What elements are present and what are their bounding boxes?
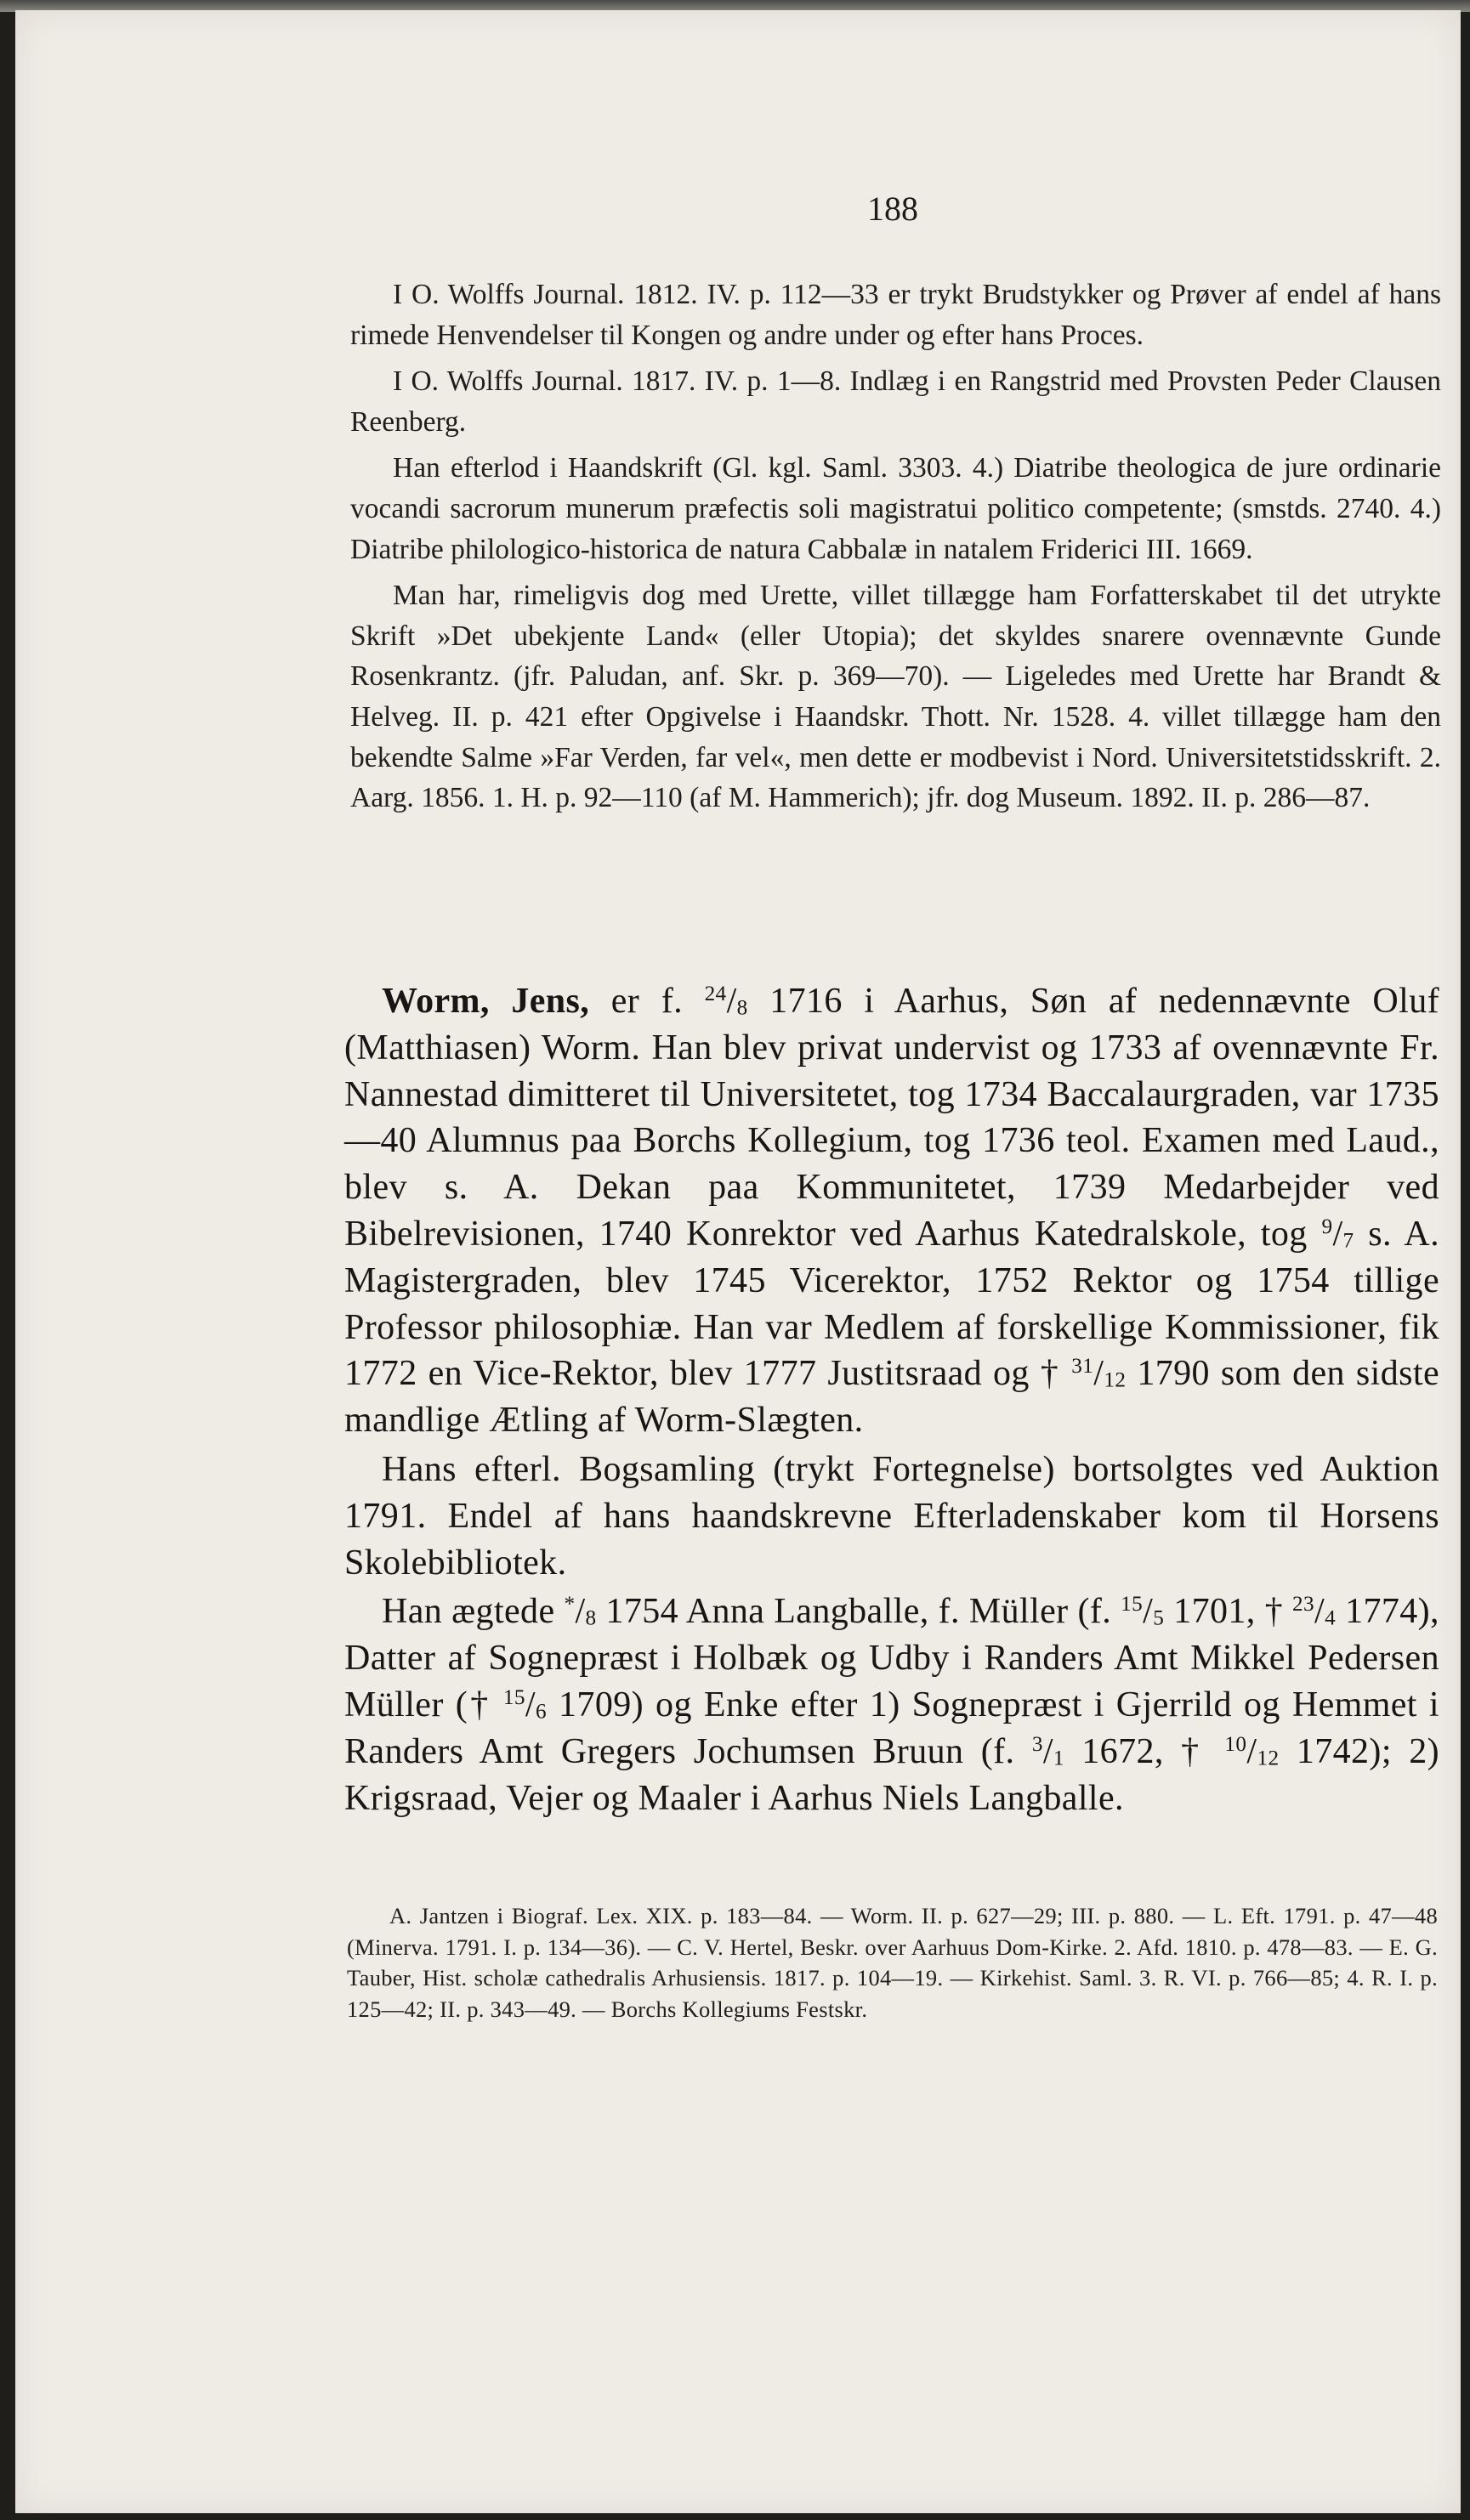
entry-heading: Worm, Jens,	[382, 982, 590, 1021]
entry-paragraph-3: Han ægtede $^*/_8$ 1754 Anna Langballe, f. Müller (f. $^{15}/_5$ 1701, † $^{23}/_4$ 1774), Datter af Sognepræst i Holbæk og Udby i Randers Amt Mikkel Pedersen Müller († $^{15}/_6$ 1709) og Enke efter 1) Sognepræst i Gjerrild og Hemmet i Randers Amt Gregers Jochumsen Bruun (f. $^3/_1$ 1672, † $^{10}/_{12}$ 1742); 2) Krigsraad, Vejer og Maaler i Aarhus Niels Langballe.	[344, 1592, 1440, 1818]
entry-paragraph-2: Hans efterl. Bogsamling (trykt Fortegnelse) bortsolgtes ved Auktion 1791. Endel af hans haandskrevne Efterladenskaber kom til Horsens Skolebibliotek.	[344, 1449, 1439, 1583]
note-paragraph-4: Man har, rimeligvis dog med Urette, villet tillægge ham Forfatterskabet til det utrykte Skrift »Det ubekjente Land« (eller Utopia); det skyldes snarere ovennævnte Gunde Rosenkrantz. (jfr. Paludan, anf. Skr. p. 369—70). — Ligeledes med Urette har Brandt & Helveg. II. p. 421 efter Opgivelse i Haandskr. Thott. Nr. 1528. 4. villet tillægge ham den bekendte Salme »Far Verden, far vel«, men dette er modbevist i Nord. Universitetstidsskrift. 2. Aarg. 1856. 1. H. p. 92—110 (af M. Hammerich); jfr. dog Museum. 1892. II. p. 286—87.	[350, 580, 1441, 814]
note-paragraph-3: Han efterlod i Haandskrift (Gl. kgl. Saml. 3303. 4.) Diatribe theologica de jure ordinarie vocandi sacrorum munerum præfectis soli magistratui politico competente; (smstds. 2740. 4.) Diatribe philologico-historica de natura Cabbalæ in natalem Friderici III. 1669.	[350, 452, 1441, 565]
page-number: 188	[867, 190, 918, 228]
entry-paragraph-1: Worm, Jens, er f. $^{24}/_8$ 1716 i Aarhus, Søn af nedennævnte Oluf (Matthiasen) Worm. Han blev privat undervist og 1733 af ovennævnte Fr. Nannestad dimitteret til Universitetet, tog 1734 Baccalaurgraden, var 1735—40 Alumnus paa Borchs Kollegium, tog 1736 teol. Examen med Laud., blev s. A. Dekan paa Kommunitetet, 1739 Medarbejder ved Bibelrevisionen, 1740 Konrektor ved Aarhus Katedralskole, tog $^9/_7$ s. A. Magistergraden, blev 1745 Vicerektor, 1752 Rektor og 1754 tillige Professor philosophiæ. Han var Medlem af forskellige Kommissioner, fik 1772 en Vice-Rektor, blev 1777 Justitsraad og † $^{31}/_{12}$ 1790 som den sidste mandlige Ætling af Worm-Slægten.	[344, 982, 1440, 1441]
note-paragraph-1: I O. Wolffs Journal. 1812. IV. p. 112—33 er trykt Brudstykker og Prøver af endel af hans rimede Henvendelser til Kongen og andre under og efter hans Proces.	[350, 279, 1441, 351]
references	[347, 1900, 1438, 2025]
note-paragraph-2: I O. Wolffs Journal. 1817. IV. p. 1—8. Indlæg i en Rangstrid med Provsten Peder Clausen Reenberg.	[350, 365, 1441, 438]
biography-entry	[344, 978, 1439, 1821]
preceding-entry-notes	[350, 275, 1441, 818]
references-text: A. Jantzen i Biograf. Lex. XIX. p. 183—84. — Worm. II. p. 627—29; III. p. 880. — L. Eft. 1791. p. 47—48 (Minerva. 1791. I. p. 134—36). — C. V. Hertel, Beskr. over Aarhuus Dom-Kirke. 2. Afd. 1810. p. 478—83. — E. G. Tauber, Hist. scholæ cathedralis Arhusiensis. 1817. p. 104—19. — Kirkehist. Saml. 3. R. VI. p. 766—85; 4. R. I. p. 125—42; II. p. 343—49. — Borchs Kollegiums Festskr.	[347, 1903, 1438, 2023]
